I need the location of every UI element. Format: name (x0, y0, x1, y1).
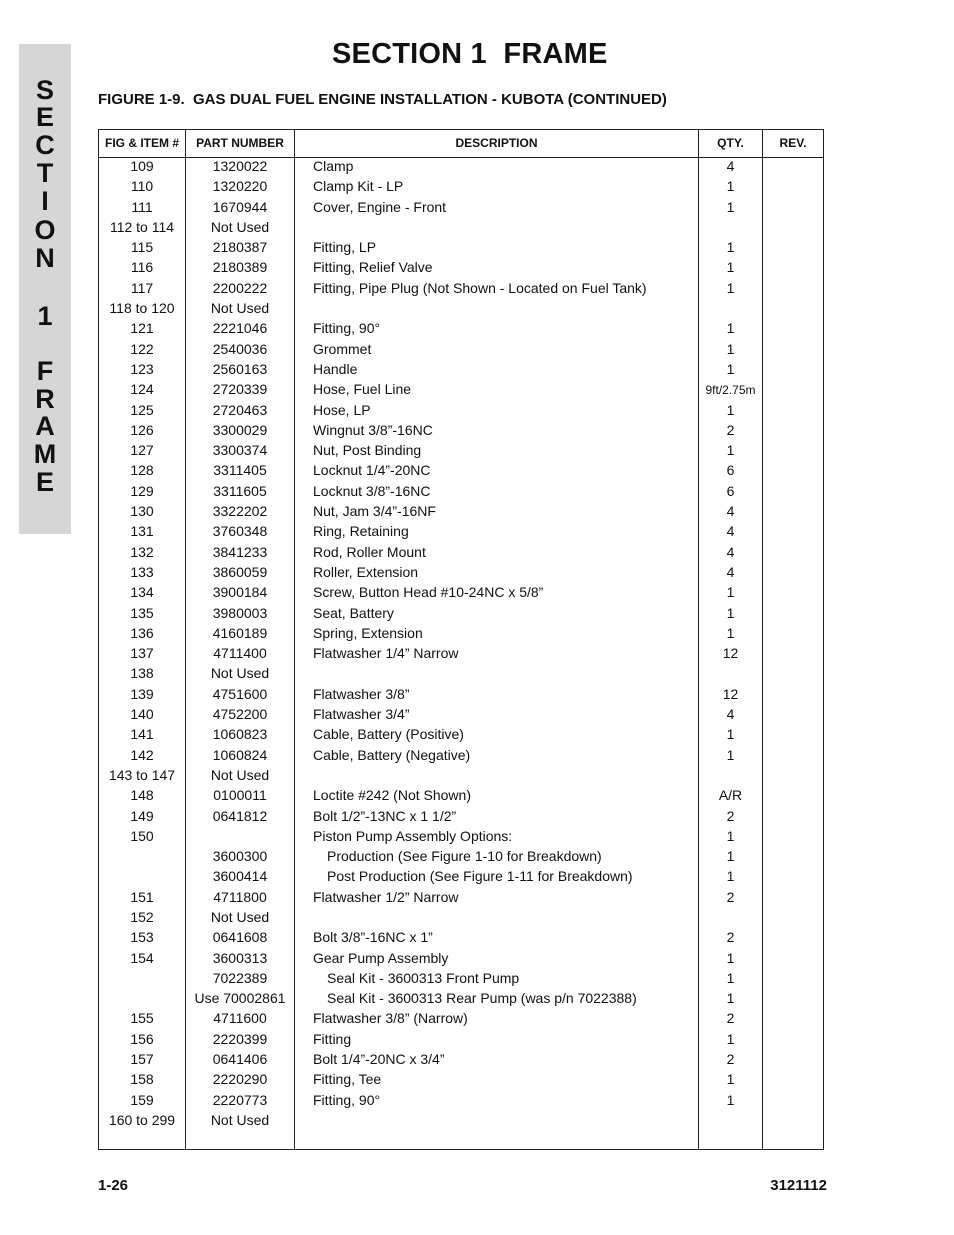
cell-quantity: 1 (726, 604, 735, 621)
cell-part-number: 3300374 (212, 442, 268, 459)
cell-item-number: 138 (130, 665, 154, 682)
cell-description: Hose, LP (313, 401, 371, 418)
cell-item-number: 133 (130, 563, 154, 580)
cell-item-number: 132 (130, 543, 154, 560)
cell-quantity: 9ft/2.75m (705, 383, 756, 398)
cell-part-number: 3980003 (212, 604, 268, 621)
cell-quantity: 1 (726, 868, 735, 885)
cell-part-number: 7022389 (212, 969, 268, 986)
cell-quantity: 1 (726, 1071, 735, 1088)
table-body (99, 157, 823, 1131)
table-row (99, 1030, 823, 1050)
cell-part-number: 4751600 (212, 685, 268, 702)
cell-description: Nut, Jam 3/4”-16NF (313, 503, 436, 520)
cell-quantity: A/R (718, 787, 743, 804)
table-row (99, 766, 823, 786)
cell-part-number: 3600300 (212, 848, 268, 865)
table-row (99, 360, 823, 380)
cell-part-number: 1670944 (212, 198, 268, 215)
table-row (99, 401, 823, 421)
cell-quantity: 1 (726, 1030, 735, 1047)
col-header-qty: QTY. (717, 136, 744, 150)
cell-quantity: 6 (726, 482, 735, 499)
side-tab-letter: E (35, 102, 54, 132)
side-tab-letter: E (35, 467, 54, 497)
cell-description: Loctite #242 (Not Shown) (313, 787, 471, 804)
table-row (99, 522, 823, 542)
cell-quantity: 1 (726, 259, 735, 276)
table-row (99, 705, 823, 725)
table-row (99, 969, 823, 989)
cell-item-number: 125 (130, 401, 154, 418)
cell-quantity: 1 (726, 848, 735, 865)
side-tab-letter: A (35, 411, 55, 441)
cell-description: Fitting, 90° (313, 320, 381, 337)
cell-item-number: 157 (130, 1051, 154, 1068)
cell-part-number: 2720339 (212, 381, 268, 398)
side-tab-letter: R (35, 384, 55, 414)
table-row (99, 583, 823, 603)
cell-quantity: 1 (726, 178, 735, 195)
table-row (99, 380, 823, 400)
table-row (99, 157, 823, 177)
cell-item-number: 131 (130, 523, 154, 540)
table-row (99, 725, 823, 745)
cell-item-number: 122 (130, 340, 154, 357)
cell-quantity: 2 (726, 929, 735, 946)
cell-item-number: 151 (130, 888, 154, 905)
cell-description: Fitting, LP (313, 239, 377, 256)
cell-part-number: Not Used (210, 766, 270, 783)
cell-item-number: 109 (130, 158, 154, 174)
table-row (99, 807, 823, 827)
cell-part-number: 3300029 (212, 421, 268, 438)
table-row (99, 1009, 823, 1029)
cell-part-number: 3600313 (212, 949, 268, 966)
cell-item-number: 127 (130, 442, 154, 459)
cell-part-number: 4711400 (213, 645, 267, 662)
table-row (99, 685, 823, 705)
cell-part-number: Not Used (210, 908, 270, 925)
cell-item-number: 156 (130, 1030, 154, 1047)
cell-description: Seal Kit - 3600313 Front Pump (327, 969, 520, 986)
cell-quantity: 1 (726, 320, 735, 337)
cell-quantity: 4 (726, 706, 735, 723)
cell-quantity: 4 (726, 543, 735, 560)
cell-part-number: 3600414 (212, 868, 268, 885)
page-number: 1-26 (98, 1177, 129, 1194)
cell-part-number: Use 70002861 (194, 990, 286, 1007)
cell-description: Ring, Retaining (313, 523, 409, 540)
table-row (99, 928, 823, 948)
cell-quantity: 1 (726, 239, 735, 256)
table-row (99, 908, 823, 928)
table-row (99, 482, 823, 502)
table-row (99, 563, 823, 583)
cell-quantity: 1 (726, 584, 735, 601)
cell-quantity: 1 (726, 279, 735, 296)
table-row (99, 624, 823, 644)
cell-part-number: 3841233 (212, 543, 268, 560)
cell-description: Wingnut 3/8”-16NC (313, 421, 433, 438)
cell-description: Bolt 3/8”-16NC x 1” (313, 929, 433, 946)
cell-quantity: 12 (722, 645, 739, 662)
cell-part-number: Not Used (210, 218, 270, 235)
cell-part-number: 1320022 (212, 158, 268, 174)
cell-description: Clamp Kit - LP (313, 178, 404, 195)
cell-description: Cover, Engine - Front (313, 198, 447, 215)
col-header-rev: REV. (779, 136, 807, 150)
side-tab-letter: M (33, 439, 57, 469)
table-row (99, 502, 823, 522)
cell-item-number: 130 (130, 503, 154, 520)
table-row (99, 786, 823, 806)
cell-quantity: 4 (726, 503, 735, 520)
cell-quantity: 1 (726, 726, 735, 743)
cell-quantity: 1 (726, 442, 735, 459)
side-tab-letter: I (41, 186, 49, 216)
table-row (99, 319, 823, 339)
cell-item-number: 150 (130, 827, 154, 844)
table-row (99, 847, 823, 867)
cell-item-number: 137 (130, 645, 154, 662)
cell-description: Seat, Battery (313, 604, 394, 621)
document-number: 3121112 (770, 1177, 827, 1194)
cell-part-number: 1060823 (212, 726, 268, 743)
cell-item-number: 154 (130, 949, 154, 966)
cell-item-number: 152 (130, 908, 154, 925)
side-tab-letter: S (35, 75, 54, 105)
section-side-tab (19, 44, 71, 534)
table-row (99, 258, 823, 278)
table-row (99, 644, 823, 664)
cell-part-number: 3760348 (212, 523, 268, 540)
cell-quantity: 1 (726, 401, 735, 418)
table-row (99, 1050, 823, 1070)
col-header-part-number: PART NUMBER (196, 136, 284, 150)
cell-part-number: 1060824 (212, 746, 268, 763)
cell-description: Piston Pump Assembly Options: (313, 827, 513, 844)
table-row (99, 827, 823, 847)
cell-item-number: 118 to 120 (109, 300, 175, 317)
cell-quantity: 2 (726, 1010, 735, 1027)
cell-part-number: 2540036 (212, 340, 268, 357)
cell-part-number: 2220399 (212, 1030, 268, 1047)
cell-description: Fitting (313, 1030, 352, 1047)
cell-part-number: 2220773 (212, 1091, 268, 1108)
cell-part-number: 4711800 (213, 888, 267, 905)
cell-part-number: 0641812 (212, 807, 268, 824)
cell-item-number: 117 (130, 279, 154, 296)
cell-quantity: 1 (726, 198, 735, 215)
cell-item-number: 139 (130, 685, 154, 702)
cell-item-number: 160 to 299 (108, 1111, 176, 1128)
cell-quantity: 1 (726, 1091, 735, 1108)
cell-description: Cable, Battery (Positive) (313, 726, 464, 743)
cell-description: Nut, Post Binding (313, 442, 422, 459)
cell-description: Handle (313, 360, 358, 377)
cell-part-number: 2220290 (212, 1071, 268, 1088)
cell-item-number: 112 to 114 (109, 218, 175, 235)
table-row (99, 664, 823, 684)
cell-description: Bolt 1/2”-13NC x 1 1/2” (313, 807, 457, 824)
table-row (99, 340, 823, 360)
cell-part-number: 4711600 (213, 1010, 267, 1027)
cell-item-number: 110 (130, 178, 154, 195)
cell-item-number: 129 (130, 482, 154, 499)
cell-item-number: 143 to 147 (108, 766, 176, 783)
cell-quantity: 1 (726, 827, 735, 844)
cell-item-number: 116 (130, 259, 154, 276)
cell-item-number: 124 (130, 381, 154, 398)
cell-quantity: 1 (726, 340, 735, 357)
cell-part-number: Not Used (210, 300, 270, 317)
cell-item-number: 115 (130, 239, 154, 256)
cell-description: Cable, Battery (Negative) (313, 746, 471, 763)
cell-part-number: 0641608 (212, 929, 268, 946)
section-title: SECTION 1 FRAME (332, 38, 608, 70)
cell-part-number: 3900184 (212, 584, 268, 601)
parts-table (98, 129, 824, 1150)
cell-part-number: 3322202 (212, 503, 268, 520)
table-row (99, 1091, 823, 1111)
cell-part-number: 3311405 (213, 462, 267, 479)
cell-item-number: 153 (130, 929, 154, 946)
cell-description: Spring, Extension (313, 624, 423, 641)
cell-description: Screw, Button Head #10-24NC x 5/8” (313, 584, 544, 601)
cell-quantity: 6 (726, 462, 735, 479)
table-row (99, 888, 823, 908)
cell-quantity: 2 (726, 888, 735, 905)
cell-quantity: 4 (726, 523, 735, 540)
cell-item-number: 159 (130, 1091, 154, 1108)
cell-part-number: 2180389 (212, 259, 268, 276)
cell-description: Flatwasher 3/8” (313, 685, 410, 702)
table-row (99, 441, 823, 461)
cell-quantity: 2 (726, 421, 735, 438)
table-row (99, 299, 823, 319)
cell-part-number: 2180387 (212, 239, 268, 256)
cell-item-number: 121 (130, 320, 154, 337)
cell-description: Locknut 1/4”-20NC (313, 462, 431, 479)
cell-description: Fitting, Relief Valve (313, 259, 433, 276)
cell-item-number: 135 (130, 604, 154, 621)
cell-part-number: 2720463 (212, 401, 268, 418)
cell-description: Production (See Figure 1-10 for Breakdown) (327, 848, 602, 865)
table-row (99, 604, 823, 624)
cell-description: Roller, Extension (313, 563, 419, 580)
cell-part-number: 1320220 (212, 178, 268, 195)
cell-part-number: 0641406 (212, 1051, 268, 1068)
cell-quantity: 2 (726, 1051, 735, 1068)
table-row (99, 989, 823, 1009)
cell-description: Locknut 3/8”-16NC (313, 482, 431, 499)
table-row (99, 238, 823, 258)
cell-quantity: 1 (726, 746, 735, 763)
cell-part-number: Not Used (210, 665, 270, 682)
cell-item-number: 141 (130, 726, 154, 743)
cell-item-number: 136 (130, 624, 154, 641)
table-row (99, 867, 823, 887)
cell-part-number: 4752200 (212, 706, 268, 723)
cell-quantity: 4 (726, 158, 735, 174)
cell-description: Fitting, Pipe Plug (Not Shown - Located on Fuel Tank) (313, 279, 647, 296)
cell-part-number: 3860059 (212, 563, 268, 580)
cell-item-number: 111 (131, 198, 153, 215)
cell-item-number: 126 (130, 421, 154, 438)
side-tab-letter: N (35, 243, 55, 273)
cell-item-number: 128 (130, 462, 154, 479)
cell-part-number: 2560163 (212, 360, 268, 377)
cell-description: Clamp (313, 158, 354, 174)
cell-quantity: 1 (726, 624, 735, 641)
cell-description: Grommet (313, 340, 372, 357)
table-row (99, 218, 823, 238)
cell-item-number: 158 (130, 1071, 154, 1088)
table-row (99, 746, 823, 766)
cell-description: Fitting, Tee (313, 1071, 382, 1088)
cell-description: Post Production (See Figure 1-11 for Breakdown) (327, 868, 633, 885)
table-row (99, 177, 823, 197)
cell-part-number: 4160189 (212, 624, 268, 641)
cell-quantity: 1 (726, 969, 735, 986)
col-header-description: DESCRIPTION (455, 136, 538, 150)
table-row (99, 1111, 823, 1131)
cell-description: Fitting, 90° (313, 1091, 381, 1108)
cell-part-number: Not Used (210, 1111, 270, 1128)
table-row (99, 461, 823, 481)
cell-item-number: 155 (130, 1010, 154, 1027)
side-tab-letter: T (36, 158, 54, 188)
cell-part-number: 2200222 (212, 279, 268, 296)
cell-description: Gear Pump Assembly (313, 949, 449, 966)
cell-quantity: 1 (726, 990, 735, 1007)
cell-quantity: 1 (726, 949, 735, 966)
cell-item-number: 142 (130, 746, 154, 763)
cell-description: Seal Kit - 3600313 Rear Pump (was p/n 7022388) (327, 990, 637, 1007)
cell-description: Flatwasher 3/4” (313, 706, 410, 723)
table-row (99, 421, 823, 441)
cell-item-number: 148 (130, 787, 154, 804)
side-tab-letter: F (36, 356, 54, 386)
cell-quantity: 2 (726, 807, 735, 824)
cell-item-number: 134 (130, 584, 154, 601)
side-tab-letter: C (35, 130, 55, 160)
table-row (99, 949, 823, 969)
table-row (99, 543, 823, 563)
cell-description: Flatwasher 1/4” Narrow (313, 645, 459, 662)
table-row (99, 198, 823, 218)
cell-quantity: 1 (726, 360, 735, 377)
cell-quantity: 4 (726, 563, 735, 580)
cell-item-number: 140 (130, 706, 154, 723)
cell-part-number: 2221046 (212, 320, 268, 337)
cell-part-number: 0100011 (213, 787, 267, 804)
cell-description: Bolt 1/4”-20NC x 3/4” (313, 1051, 445, 1068)
cell-item-number: 123 (130, 360, 154, 377)
table-row (99, 279, 823, 299)
cell-quantity: 12 (722, 685, 739, 702)
col-header-item: FIG & ITEM # (104, 136, 179, 150)
side-tab-letter: O (34, 215, 56, 245)
cell-description: Flatwasher 1/2” Narrow (313, 888, 459, 905)
cell-part-number: 3311605 (213, 482, 267, 499)
table-row (99, 1070, 823, 1090)
cell-description: Flatwasher 3/8” (Narrow) (313, 1010, 468, 1027)
figure-title: FIGURE 1-9. GAS DUAL FUEL ENGINE INSTALLATION - KUBOTA (CONTINUED) (98, 91, 667, 108)
cell-description: Hose, Fuel Line (313, 381, 412, 398)
cell-item-number: 149 (130, 807, 154, 824)
cell-description: Rod, Roller Mount (313, 543, 426, 560)
side-tab-letter: 1 (37, 301, 53, 331)
